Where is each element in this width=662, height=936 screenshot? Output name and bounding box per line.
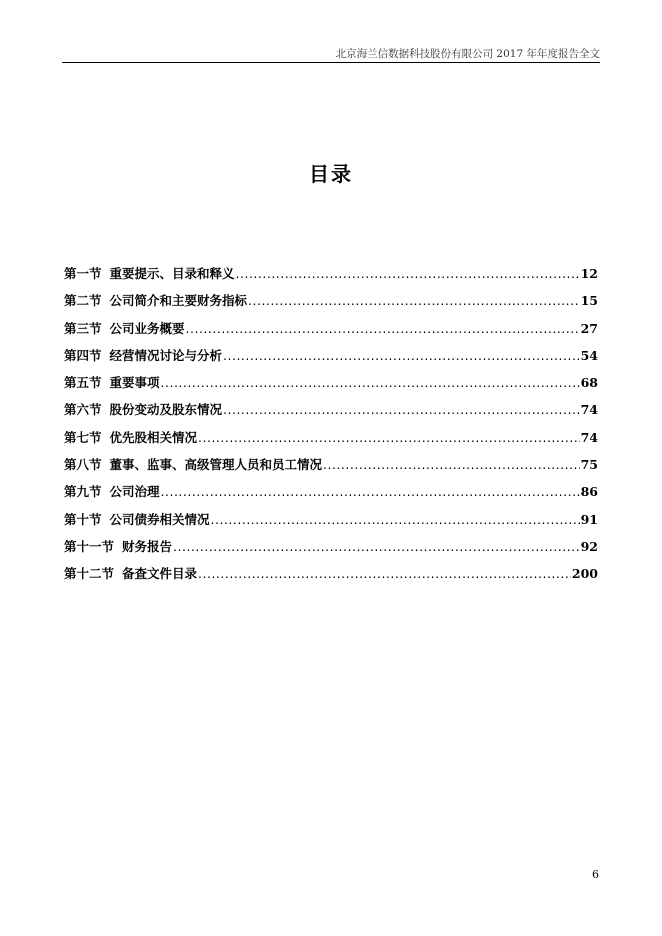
toc-entry[interactable] <box>64 319 598 346</box>
toc-section-number: 第九节 <box>64 484 102 500</box>
toc-entry-label <box>64 264 235 282</box>
toc-section-title: 经营情况讨论与分析 <box>109 347 223 363</box>
toc-entry-label <box>64 291 247 309</box>
toc-section-title: 董事、监事、高级管理人员和员工情况 <box>109 457 323 473</box>
toc-leader-dots <box>223 402 580 417</box>
toc-section-number: 第一节 <box>64 266 102 281</box>
toc-leader-dots <box>236 266 580 281</box>
toc-section-title: 公司业务概要 <box>109 320 185 336</box>
toc-leader-dots <box>198 566 571 581</box>
toc-leader-dots <box>173 539 580 554</box>
toc-page-number: 86 <box>580 484 598 500</box>
toc-section-number: 第二节 <box>64 293 102 309</box>
toc-section-title: 重要提示、目录和释义 <box>109 266 235 281</box>
toc-entry[interactable] <box>64 264 598 291</box>
toc-leader-dots <box>211 512 580 527</box>
toc-entry[interactable] <box>64 537 598 564</box>
toc-section-number: 第十一节 <box>64 538 115 554</box>
page-title: 目录 <box>309 162 353 186</box>
toc-section-number: 第三节 <box>64 320 102 336</box>
toc-entry[interactable] <box>64 346 598 373</box>
toc-section-title: 备查文件目录 <box>122 566 198 582</box>
toc-leader-dots <box>198 430 580 445</box>
toc-entry[interactable] <box>64 400 598 427</box>
toc-entry[interactable] <box>64 482 598 509</box>
toc-section-title: 公司简介和主要财务指标 <box>109 293 248 309</box>
toc-leader-dots <box>323 457 580 472</box>
toc-entry[interactable] <box>64 373 598 400</box>
toc-section-title: 股份变动及股东情况 <box>109 402 223 418</box>
toc-section-number: 第十节 <box>64 511 102 527</box>
page-number: 6 <box>592 868 599 881</box>
toc-page-number: 74 <box>580 429 598 445</box>
toc-section-number: 第七节 <box>64 429 102 445</box>
toc-entry-label <box>64 455 322 473</box>
toc-page-number: 74 <box>580 402 598 418</box>
toc-entry-label <box>64 319 185 337</box>
running-header: 北京海兰信数据科技股份有限公司 2017 年年度报告全文 <box>335 48 600 60</box>
toc-leader-dots <box>186 321 580 336</box>
toc-entry[interactable] <box>64 428 598 455</box>
toc-page-number: 68 <box>580 375 598 391</box>
toc-entry[interactable] <box>64 564 598 591</box>
toc-entry[interactable] <box>64 291 598 318</box>
toc-entry-label <box>64 373 160 391</box>
toc-section-title: 重要事项 <box>109 375 160 391</box>
toc-section-number: 第六节 <box>64 402 102 418</box>
toc-section-number: 第五节 <box>64 375 102 391</box>
toc-page-number: 92 <box>580 538 598 554</box>
toc-page-number: 27 <box>580 320 598 336</box>
toc-page-number: 200 <box>571 566 598 582</box>
toc-entry[interactable] <box>64 510 598 537</box>
toc-leader-dots <box>248 293 580 308</box>
toc-page-number: 91 <box>580 511 598 527</box>
toc-section-title: 公司债券相关情况 <box>109 511 210 527</box>
toc-page-number: 15 <box>580 293 598 309</box>
toc-section-number: 第十二节 <box>64 566 115 582</box>
toc-section-title: 公司治理 <box>109 484 160 500</box>
toc-entry-label <box>64 564 197 582</box>
toc-entry[interactable] <box>64 455 598 482</box>
toc-section-title: 优先股相关情况 <box>109 429 198 445</box>
toc-leader-dots <box>223 348 580 363</box>
header-divider <box>62 62 600 63</box>
toc-page-number: 12 <box>580 266 598 281</box>
toc-entry-label <box>64 428 197 446</box>
toc-entry-label <box>64 482 160 500</box>
toc-section-title: 财务报告 <box>122 538 173 554</box>
toc-section-number: 第八节 <box>64 457 102 473</box>
toc-leader-dots <box>161 375 580 390</box>
toc-entry-label <box>64 537 172 555</box>
toc-entry-label <box>64 510 210 528</box>
toc-page-number: 54 <box>580 347 598 363</box>
toc-page-number: 75 <box>580 457 598 473</box>
toc-entry-label <box>64 346 222 364</box>
table-of-contents <box>64 264 598 592</box>
toc-section-number: 第四节 <box>64 347 102 363</box>
toc-leader-dots <box>161 484 580 499</box>
toc-entry-label <box>64 400 222 418</box>
